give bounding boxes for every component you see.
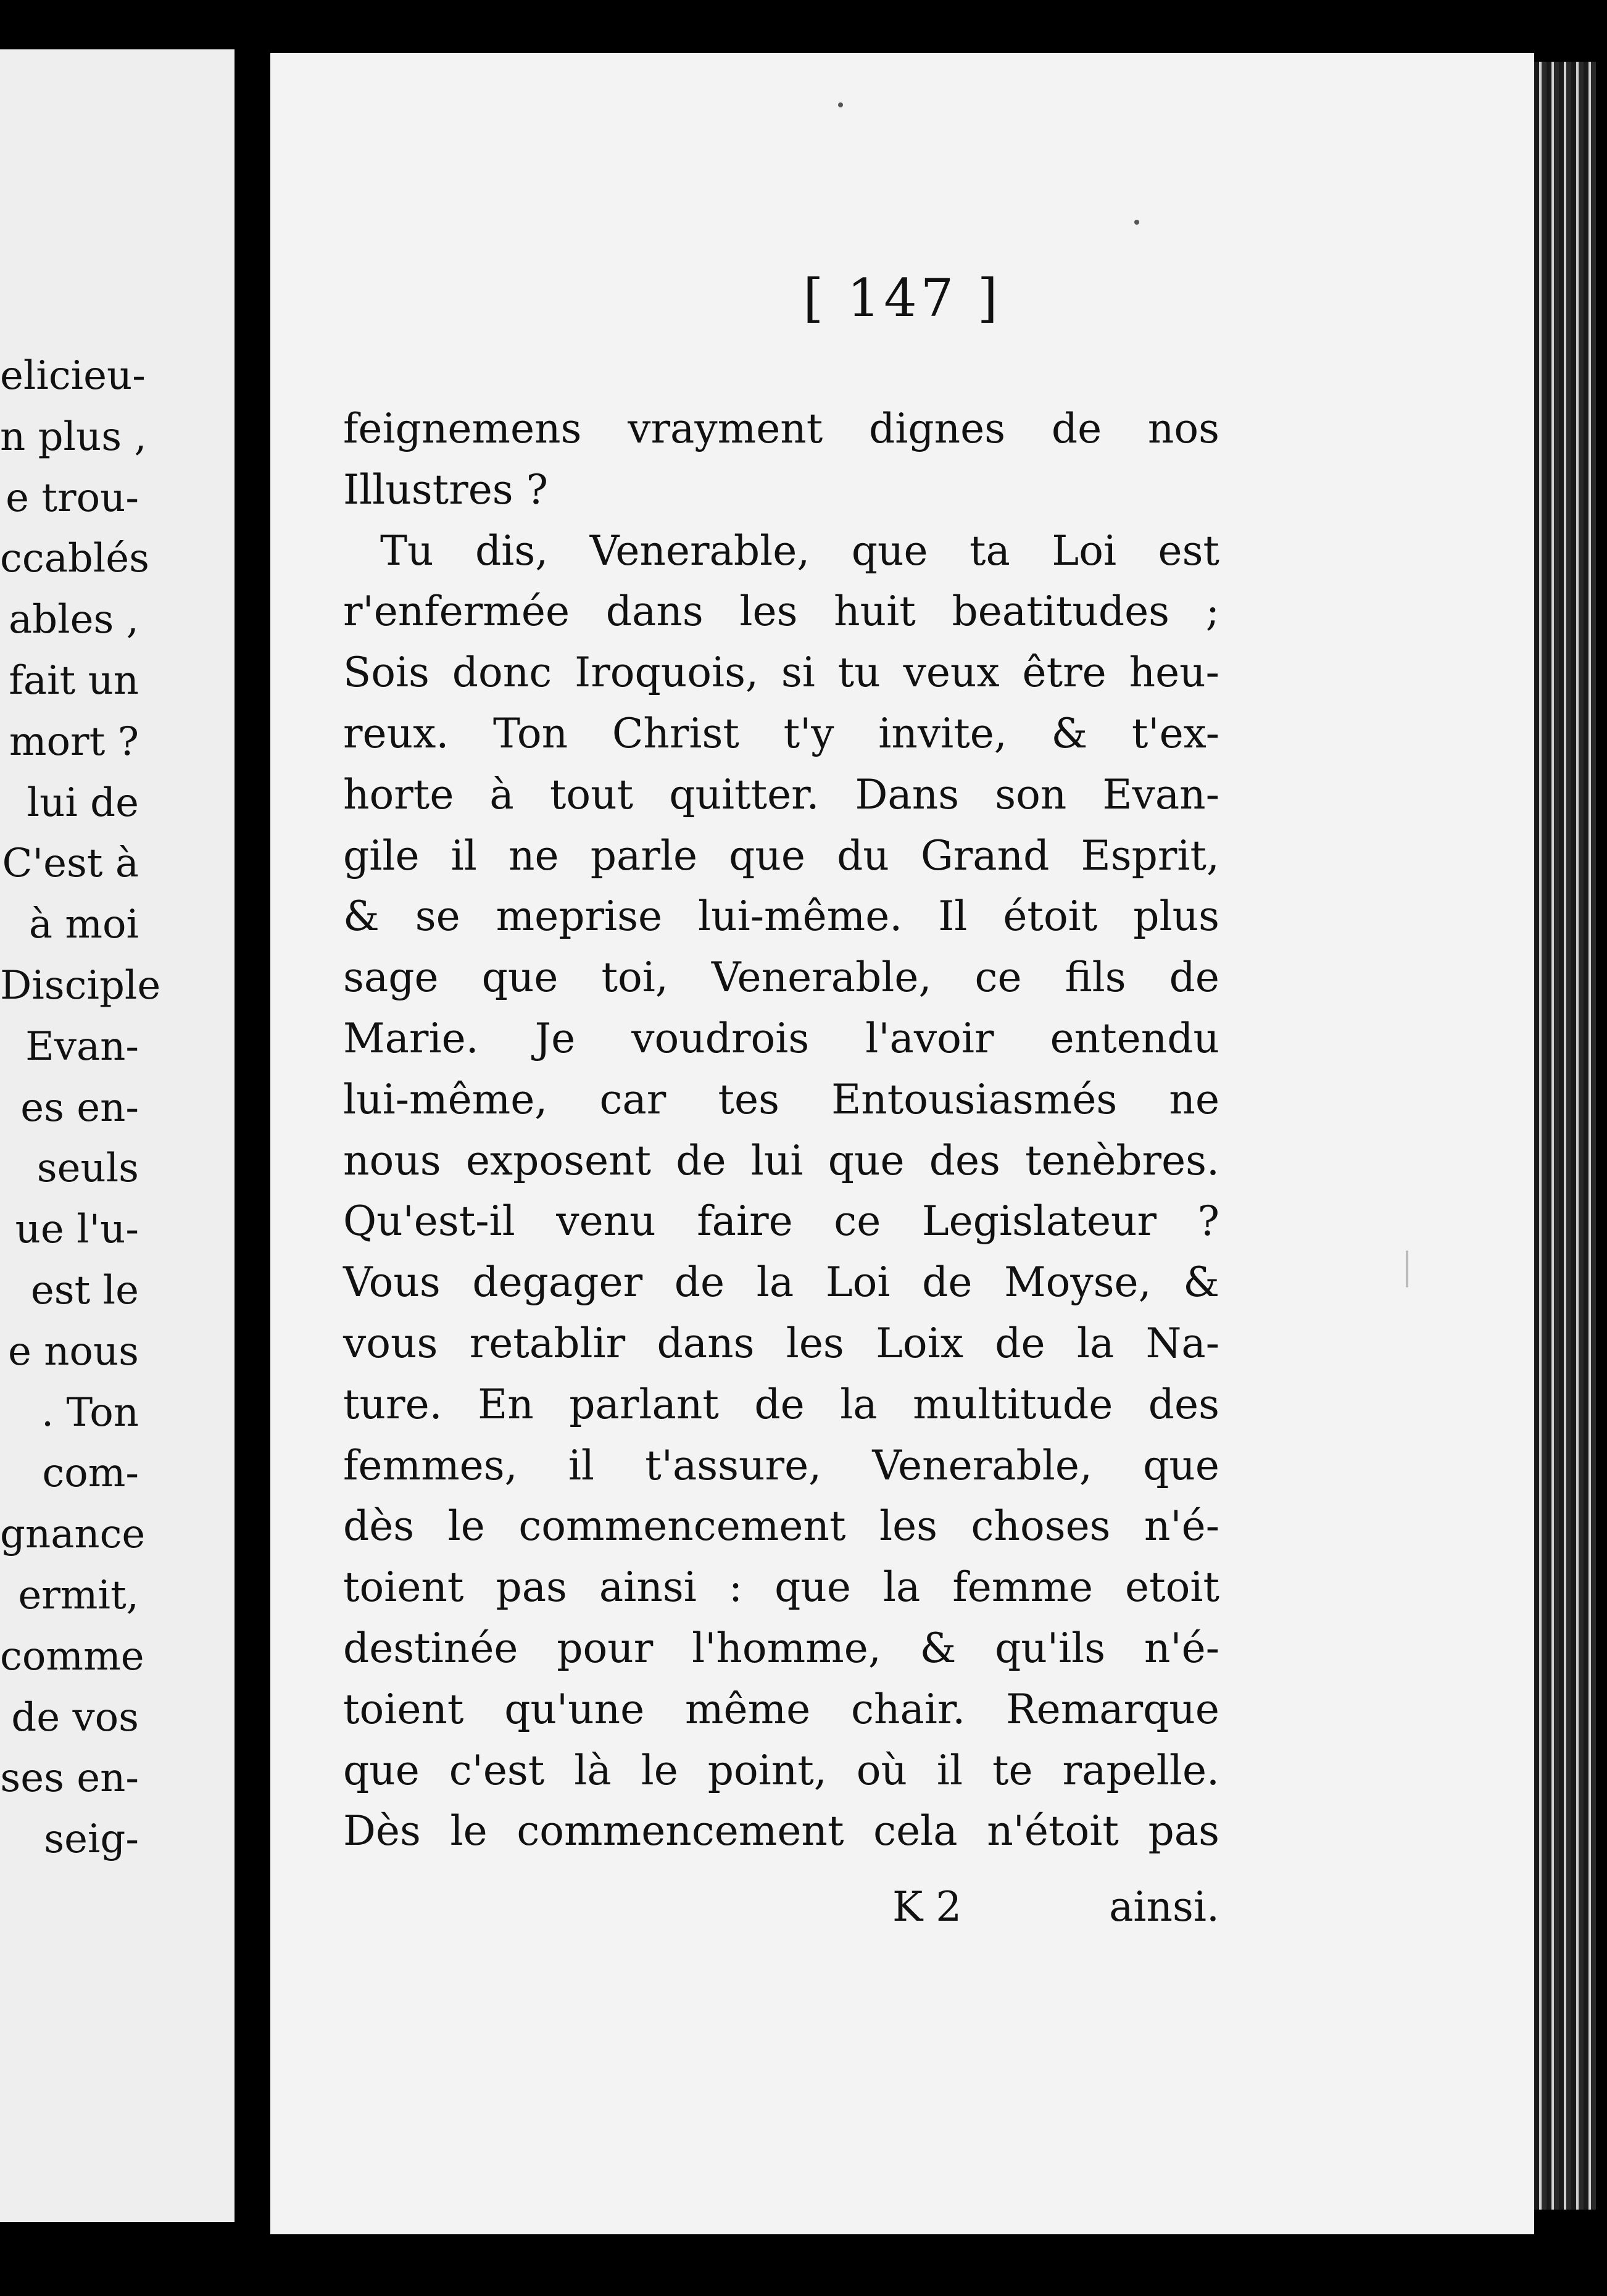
text-line: toient qu'une même chair. Remarque xyxy=(343,1685,1219,1733)
facing-line: mort ? xyxy=(9,718,139,765)
text-line: que c'est là le point, où il te rapelle. xyxy=(343,1746,1219,1794)
facing-line: n plus , xyxy=(0,414,147,460)
text-line: Illustres ? xyxy=(343,465,549,514)
facing-page-left xyxy=(0,49,235,2222)
text-line: dès le commencement les choses n'é- xyxy=(343,1502,1219,1550)
facing-line: ccablés xyxy=(0,536,149,582)
facing-line: à moi xyxy=(28,902,139,948)
facing-line: e nous xyxy=(7,1328,139,1375)
text-line: reux. Ton Christ t'y invite, & t'ex- xyxy=(343,709,1219,757)
facing-line: es en- xyxy=(20,1084,139,1131)
text-line: toient pas ainsi : que la femme etoit xyxy=(343,1563,1219,1612)
text-line: r'enfermée dans les huit beatitudes ; xyxy=(343,588,1219,636)
facing-line: com- xyxy=(42,1450,139,1497)
facing-line: est le xyxy=(30,1267,139,1313)
text-line: vous retablir dans les Loix de la Na- xyxy=(343,1319,1219,1367)
text-line: ture. En parlant de la multitude des xyxy=(343,1380,1219,1428)
facing-line: comme xyxy=(0,1633,144,1679)
page-number: [ 147 ] xyxy=(803,268,1002,328)
paper-speck xyxy=(1134,220,1139,225)
text-line: horte à tout quitter. Dans son Evan- xyxy=(343,770,1219,818)
text-line: Dès le commencement cela n'étoit pas xyxy=(343,1807,1219,1855)
facing-line: fait un xyxy=(9,657,139,704)
text-line: destinée pour l'homme, & qu'ils n'é- xyxy=(343,1624,1219,1672)
text-line: feignemens vrayment dignes de nos xyxy=(343,405,1219,452)
facing-line: gnance xyxy=(0,1512,146,1558)
text-line: gile il ne parle que du Grand Esprit, xyxy=(343,831,1219,880)
facing-page-text xyxy=(0,346,161,1870)
paper-speck xyxy=(838,102,843,107)
page-body-text xyxy=(343,399,1219,1862)
facing-line: Evan- xyxy=(25,1023,139,1070)
page-footer xyxy=(343,1877,1219,1937)
text-line: Marie. Je voudrois l'avoir entendu xyxy=(343,1014,1219,1062)
facing-line: seuls xyxy=(36,1146,139,1192)
text-line: Tu dis, Venerable, que ta Loi est xyxy=(380,526,1219,575)
paper-speck xyxy=(1406,1250,1408,1287)
book-page-edges xyxy=(1534,62,1596,2210)
text-line: femmes, il t'assure, Venerable, que xyxy=(343,1441,1219,1489)
facing-line: C'est à xyxy=(2,841,139,887)
book-gutter xyxy=(235,0,268,2296)
facing-line: elicieu- xyxy=(0,353,146,399)
signature-mark: K 2 xyxy=(892,1883,962,1931)
text-line: lui-même, car tes Entousiasmés ne xyxy=(343,1075,1219,1123)
facing-line: . Ton xyxy=(41,1389,139,1436)
text-line: & se meprise lui-même. Il étoit plus xyxy=(343,892,1219,941)
text-line: Qu'est-il venu faire ce Legislateur ? xyxy=(343,1197,1219,1246)
text-line: nous exposent de lui que des tenèbres. xyxy=(343,1136,1219,1184)
catchword: ainsi. xyxy=(1109,1883,1219,1931)
facing-line: e trou- xyxy=(6,475,139,521)
facing-line: ue l'u- xyxy=(15,1207,139,1253)
facing-line: de vos xyxy=(11,1694,139,1741)
facing-line: ables , xyxy=(9,597,139,643)
book-page-right xyxy=(270,53,1534,2234)
text-line: Vous degager de la Loi de Moyse, & xyxy=(343,1258,1219,1307)
facing-line: ses en- xyxy=(0,1755,139,1802)
text-line: sage que toi, Venerable, ce fils de xyxy=(343,954,1219,1002)
facing-line: ermit, xyxy=(18,1572,139,1618)
facing-line: lui de xyxy=(27,780,139,826)
facing-line: seig- xyxy=(44,1816,139,1863)
facing-line: Disciple xyxy=(0,962,161,1009)
text-line: Sois donc Iroquois, si tu veux être heu- xyxy=(343,649,1219,697)
